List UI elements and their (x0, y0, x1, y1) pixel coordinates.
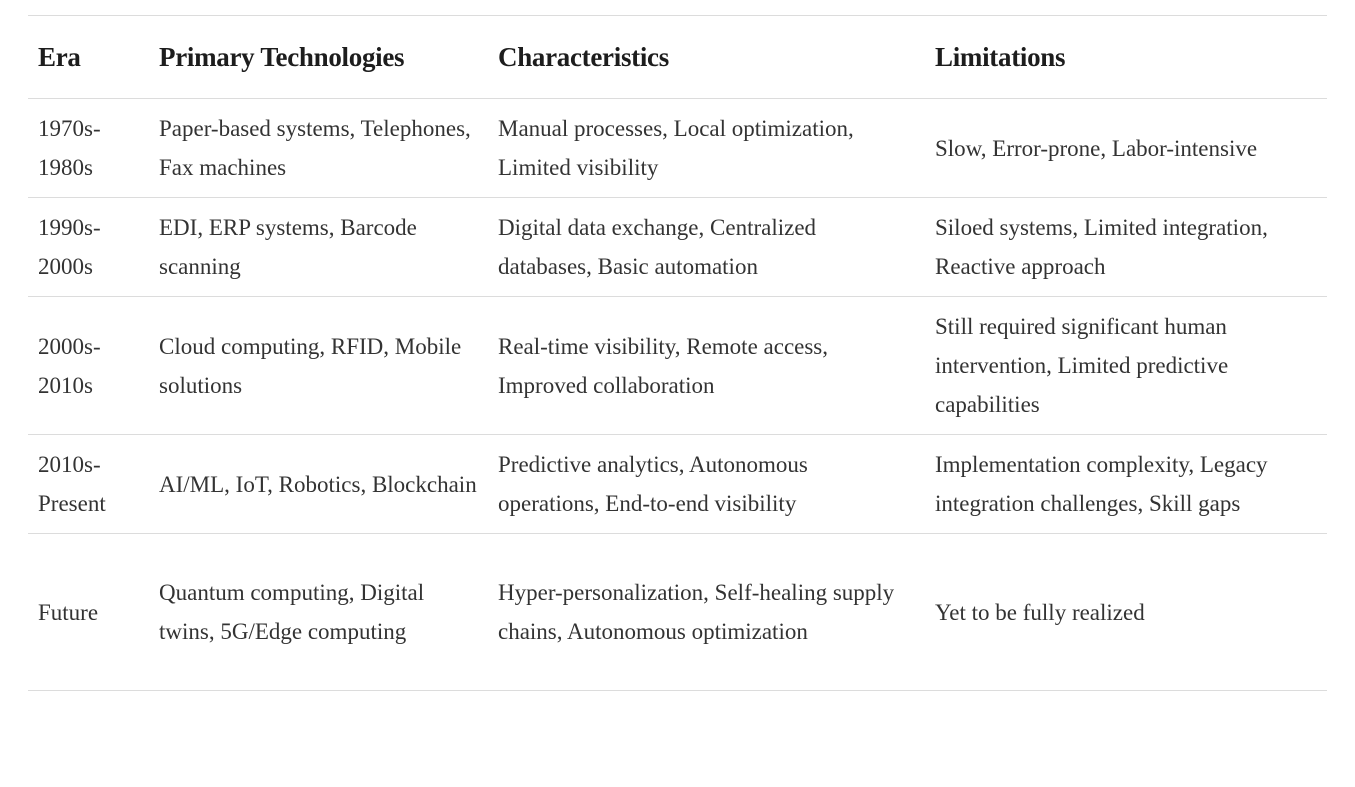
technologies-cell: Paper-based systems, Telephones, Fax machines (149, 99, 488, 198)
characteristics-cell: Real-time visibility, Remote access, Improved collaboration (488, 297, 925, 435)
table-row (28, 435, 1327, 534)
table-row (28, 534, 1327, 691)
technologies-cell: Cloud computing, RFID, Mobile solutions (149, 297, 488, 435)
era-cell: Future (28, 534, 149, 691)
characteristics-cell: Hyper-personalization, Self-healing supply chains, Autonomous optimization (488, 534, 925, 691)
characteristics-cell: Digital data exchange, Centralized databases, Basic automation (488, 198, 925, 297)
table-row (28, 198, 1327, 297)
era-cell: 2010s-Present (28, 435, 149, 534)
characteristics-cell: Manual processes, Local optimization, Limited visibility (488, 99, 925, 198)
technologies-cell: Quantum computing, Digital twins, 5G/Edge computing (149, 534, 488, 691)
evolution-table-container (28, 15, 1327, 691)
era-cell: 1970s-1980s (28, 99, 149, 198)
characteristics-cell: Predictive analytics, Autonomous operations, End-to-end visibility (488, 435, 925, 534)
era-cell: 2000s-2010s (28, 297, 149, 435)
technologies-cell: AI/ML, IoT, Robotics, Blockchain (149, 435, 488, 534)
header-era: Era (28, 16, 149, 99)
limitations-cell: Yet to be fully realized (925, 534, 1327, 691)
header-row (28, 16, 1327, 99)
limitations-cell: Still required significant human intervention, Limited predictive capabilities (925, 297, 1327, 435)
technologies-cell: EDI, ERP systems, Barcode scanning (149, 198, 488, 297)
table-row (28, 297, 1327, 435)
limitations-cell: Siloed systems, Limited integration, Reactive approach (925, 198, 1327, 297)
limitations-cell: Slow, Error-prone, Labor-intensive (925, 99, 1327, 198)
limitations-cell: Implementation complexity, Legacy integration challenges, Skill gaps (925, 435, 1327, 534)
era-cell: 1990s-2000s (28, 198, 149, 297)
header-primary-technologies: Primary Technologies (149, 16, 488, 99)
table-header (28, 16, 1327, 99)
header-characteristics: Characteristics (488, 16, 925, 99)
table-body (28, 99, 1327, 691)
supply-chain-eras-table (28, 15, 1327, 691)
header-limitations: Limitations (925, 16, 1327, 99)
table-row (28, 99, 1327, 198)
